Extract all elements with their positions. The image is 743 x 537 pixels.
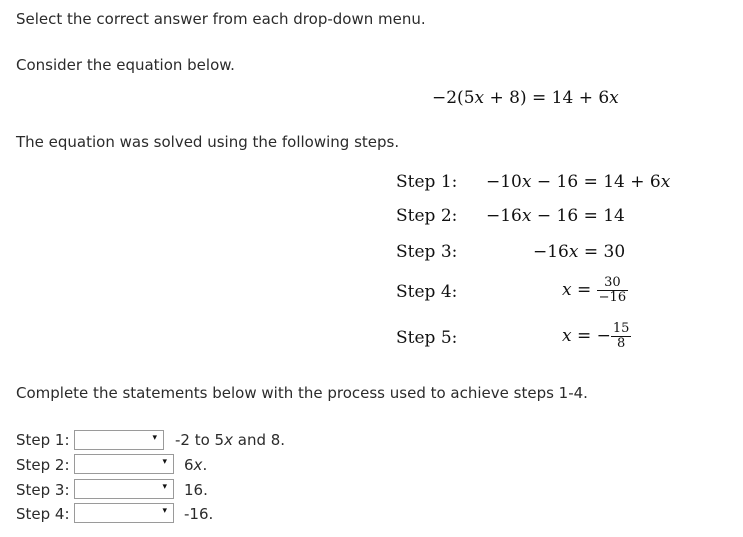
statement-2-label: Step 2: [16,456,70,474]
main-equation: −2(5x + 8) = 14 + 6x [432,88,619,108]
step-4-fraction: $\frac{30}{-16}$ [598,275,627,305]
step-5-label: Step 5: [396,328,458,348]
statement-1-text: -2 to 5x and 8. [175,431,286,449]
step-1-expr: −10x − 16 = 14 + 6x [486,172,671,192]
instructions: Select the correct answer from each drop-down menu. [16,10,426,28]
chevron-down-icon: ▾ [162,457,167,467]
step-2-label: Step 2: [396,206,458,226]
step-3-dropdown[interactable] [74,479,174,499]
chevron-down-icon: ▾ [162,506,167,516]
step-5-fraction: $\frac{15}{8}$ [612,321,630,351]
step-3-expr: −16x = 30 [533,242,626,262]
step-1-dropdown[interactable] [74,430,164,450]
chevron-down-icon: ▾ [162,482,167,492]
step-4-expr: x = $\frac{30}{-16}$ [562,275,627,305]
statement-4-text: -16. [184,505,214,523]
step-5-expr: x = − $\frac{15}{8}$ [562,321,630,351]
step-4-label: Step 4: [396,282,458,302]
statement-3-text: 16. [184,481,208,499]
statement-3-label: Step 3: [16,481,70,499]
chevron-down-icon: ▾ [152,433,157,443]
statement-2-text: 6x. [184,456,208,474]
statement-4-label: Step 4: [16,505,70,523]
step-4-dropdown[interactable] [74,503,174,523]
intro-text: Consider the equation below. [16,56,235,74]
step-3-label: Step 3: [396,242,458,262]
statement-1-label: Step 1: [16,431,70,449]
step-1-label: Step 1: [396,172,458,192]
step-2-expr: −16x − 16 = 14 [486,206,625,226]
steps-intro: The equation was solved using the following steps. [16,133,400,151]
complete-prompt: Complete the statements below with the process used to achieve steps 1-4. [16,384,588,402]
step-2-dropdown[interactable] [74,454,174,474]
